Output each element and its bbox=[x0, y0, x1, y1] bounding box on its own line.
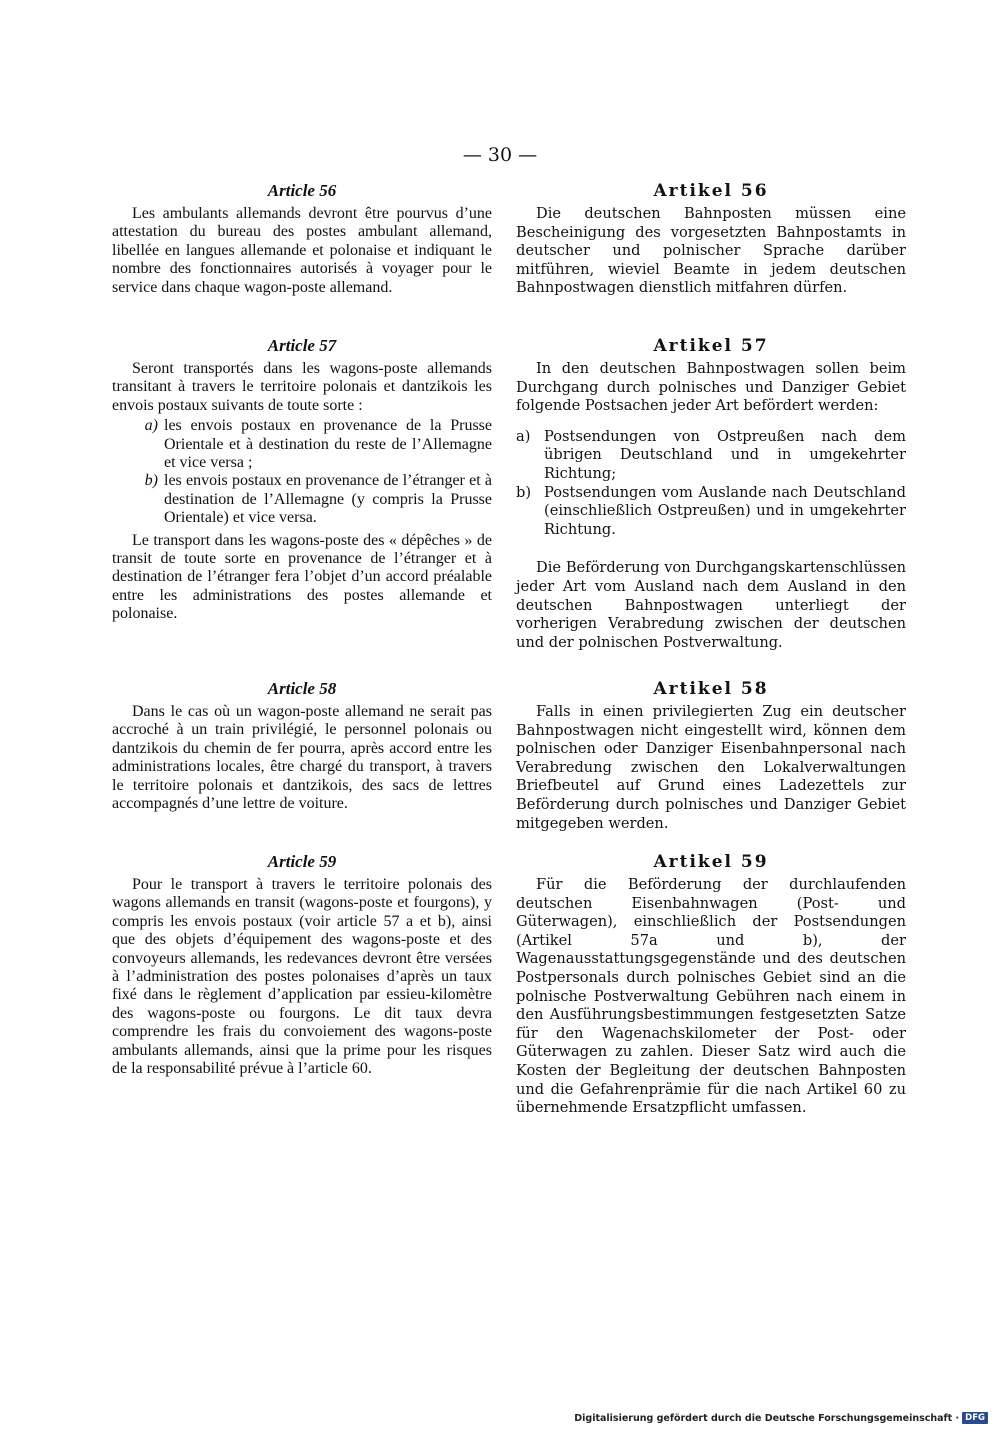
list-item bbox=[516, 428, 906, 484]
article-58-fr bbox=[112, 678, 492, 813]
item-label: b) bbox=[516, 483, 532, 501]
article-title: Artikel 59 bbox=[653, 852, 769, 872]
item-list bbox=[112, 417, 492, 527]
article-text: Für die Beförderung der durchlaufenden deutschen Eisenbahnwagen (Post- und Güterwagen), einschließlich der Postsendungen (Artikel 57a und b), der Wagenausstattungsgegenstände und des deutschen Postpersonals durch polnisches Gebiet sind an die polnische Postverwaltung Gebühren nach einem in den Ausführungsbestimmungen festgesetzten Satze für den Wagenachskilometer der Post- oder Güterwagen zu zahlen. Dieser Satz wird auch die Kosten der Begleitung der deutschen Bahnposten und die Gefahrenprämie für die nach Artikel 60 zu übernehmende Ersatzpflicht umfassen. bbox=[516, 876, 906, 1117]
item-text: Postsendungen vom Auslande nach Deutschland (einschließlich Ostpreußen) und in umgekehrter Richtung. bbox=[544, 483, 906, 538]
article-56-de bbox=[516, 180, 906, 298]
article-title: Artikel 56 bbox=[653, 181, 769, 201]
article-text: Falls in einen privilegierten Zug ein deutscher Bahnpostwagen nicht eingestellt wird, können dem polnischen oder Danziger Eisenbahnpersonal nach Verabredung zwischen den Lokalverwaltungen Briefbeutel auf Grund eines Ladezettels zur Beförderung durch polnisches und Danziger Gebiet mitgegeben werden. bbox=[516, 703, 906, 832]
article-text: Les ambulants allemands devront être pourvus d’une attestation du bureau des postes ambulant allemand, libellée en langues allemande et polonaise et indiquant le nombre des fonctionnaires autorisés à voyager pour le service dans chaque wagon-poste allemand. bbox=[112, 205, 492, 296]
list-item bbox=[112, 417, 492, 472]
item-text: les envois postaux en provenance de l’étranger et à destination de l’Allemagne (y compris la Prusse Orientale) et vice versa. bbox=[164, 472, 492, 527]
item-label: a) bbox=[516, 427, 531, 445]
article-closing: Die Beförderung von Durchgangskartenschlüssen jeder Art vom Ausland nach dem Ausland in den deutschen Bahnpostwagen unterliegt der vorherigen Verabredung zwischen der deutschen und der polnischen Postverwaltung. bbox=[516, 559, 906, 651]
item-list bbox=[516, 428, 906, 540]
article-text: Die deutschen Bahnposten müssen eine Bescheinigung des vorgesetzten Bahnpostamts in deutscher und polnischer Sprache darüber mitführen, wieviel Beamte in jedem deutschen Bahnpostwagen dienstlich mitfahren dürfen. bbox=[516, 205, 906, 297]
article-58-de bbox=[516, 678, 906, 833]
article-intro: In den deutschen Bahnpostwagen sollen beim Durchgang durch polnisches und Danziger Gebiet folgende Postsachen jeder Art befördert werden: bbox=[516, 360, 906, 415]
item-text: Postsendungen von Ostpreußen nach dem übrigen Deutschland und in umgekehrter Richtung; bbox=[544, 427, 906, 482]
article-56-fr bbox=[112, 180, 492, 297]
article-text: Dans le cas où un wagon-poste allemand ne serait pas accroché à un train privilégié, le personnel polonais ou dantzikois du chemin de fer pourra, après accord entre les administrations locales, être chargé du transport, à travers le territoire polonais et dantzikois, des sacs de lettres accompagnés d’une lettre de voiture. bbox=[112, 703, 492, 813]
page-number: — 30 — bbox=[462, 144, 538, 166]
article-title: Article 56 bbox=[267, 181, 337, 200]
article-59-de bbox=[516, 851, 906, 1118]
article-intro: Seront transportés dans les wagons-poste allemands transitant à travers le territoire polonais et dantzikois les envois postaux suivants de toute sorte : bbox=[112, 360, 492, 414]
list-item bbox=[112, 472, 492, 527]
article-title: Article 58 bbox=[267, 679, 337, 698]
article-title: Artikel 57 bbox=[653, 336, 769, 356]
credit-text: Digitalisierung gefördert durch die Deutsche Forschungsgemeinschaft · bbox=[574, 1412, 960, 1424]
digitization-credit bbox=[574, 1412, 988, 1424]
item-label: b) bbox=[144, 472, 158, 490]
item-text: les envois postaux en provenance de la Prusse Orientale et à destination du reste de l’Allemagne et vice versa ; bbox=[164, 417, 492, 472]
article-59-fr bbox=[112, 851, 492, 1078]
article-57-fr bbox=[112, 335, 492, 624]
article-title: Artikel 58 bbox=[653, 679, 769, 699]
article-57-de bbox=[516, 335, 906, 652]
article-text: Pour le transport à travers le territoire polonais des wagons allemands en transit (wagons-poste et fourgons), y compris les envois postaux (voir article 57 a et b), ainsi que des objets d’équipement des wagons-poste et des convoyeurs allemands, les redevances devront être versées à l’administration des postes polonaises d’après un taux fixé dans le règlement d’application par essieu-kilomètre des wagons-poste ou fourgons. Le dit taux devra comprendre les frais du convoiement des wagons-poste ambulants allemands, ainsi que la prime pour les risques de la responsabilité prévue à l’article 60. bbox=[112, 876, 492, 1078]
dfg-logo: DFG bbox=[962, 1412, 988, 1424]
article-closing: Le transport dans les wagons-poste des « dépêches » de transit de toute sorte en provenance de l’étranger et à destination de l’étranger fera l’objet d’un accord préalable entre les administrations des postes allemande et polonaise. bbox=[112, 531, 492, 623]
item-label: a) bbox=[144, 417, 158, 435]
article-title: Article 59 bbox=[267, 852, 337, 871]
list-item bbox=[516, 484, 906, 540]
article-title: Article 57 bbox=[267, 336, 337, 355]
